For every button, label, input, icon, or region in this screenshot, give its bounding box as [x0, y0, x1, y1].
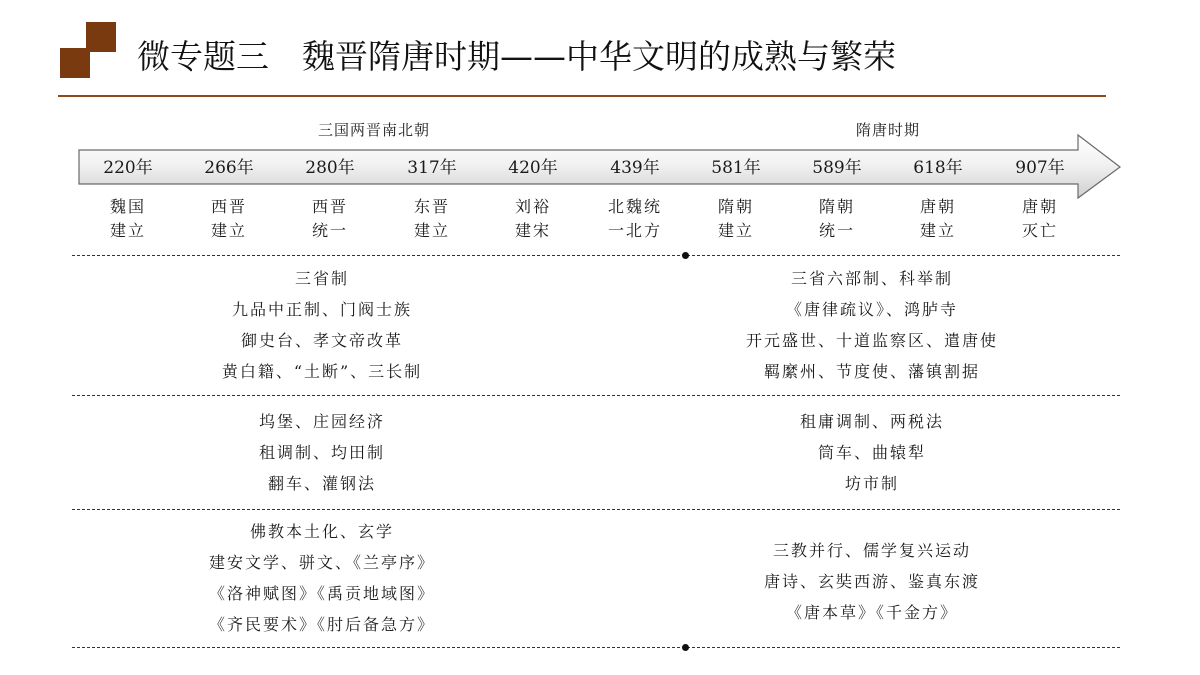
divider-dot: [682, 644, 689, 651]
year-label: 589年: [812, 158, 862, 178]
divider-dot: [682, 252, 689, 259]
logo-icon: [60, 22, 116, 78]
year-label: 317年: [407, 158, 457, 178]
economy-left-item: 翻车、灌钢法: [267, 474, 376, 493]
era-label-left: 三国两晋南北朝: [318, 121, 431, 139]
economy-left-item: 坞堡、庄园经济: [258, 412, 385, 431]
politics-left-item: 三省制: [294, 269, 349, 288]
economy-right-item: 筒车、曲辕犁: [817, 443, 926, 462]
page-title: 微专题三 魏晋隋唐时期——中华文明的成熟与繁荣: [137, 37, 896, 76]
politics-right-column: [712, 263, 1032, 387]
section-divider: [72, 509, 1120, 510]
politics-right-item: 三省六部制、科举制: [790, 269, 953, 288]
culture-right-item: 《唐本草》《千金方》: [785, 603, 958, 622]
economy-right-column: [737, 406, 1007, 499]
section-divider: [72, 395, 1120, 396]
culture-left-item: 《齐民要术》《肘后备急方》: [208, 615, 435, 634]
section-divider: [72, 255, 1120, 256]
politics-right-item: 羁縻州、节度使、藩镇割据: [763, 362, 980, 381]
politics-right-item: 开元盛世、十道监察区、遣唐使: [745, 331, 998, 350]
event-label: 刘裕 建宋: [514, 197, 551, 240]
culture-right-column: [737, 535, 1007, 628]
event-label: 西晋 建立: [210, 197, 247, 240]
title-divider: [58, 95, 1106, 97]
year-label: 618年: [913, 158, 963, 178]
year-label: 439年: [610, 158, 660, 178]
year-label: 420年: [508, 158, 558, 178]
politics-left-item: 九品中正制、门阀士族: [231, 300, 412, 319]
era-label-right: 隋唐时期: [856, 121, 921, 139]
culture-left-item: 佛教本土化、玄学: [249, 522, 394, 541]
culture-left-column: [162, 516, 482, 640]
politics-left-column: [172, 263, 472, 387]
culture-left-item: 《洛神赋图》《禹贡地域图》: [208, 584, 435, 603]
economy-left-column: [182, 406, 462, 499]
section-divider: [72, 647, 1120, 648]
event-label: 西晋 统一: [311, 197, 348, 240]
year-label: 280年: [305, 158, 355, 178]
event-label: 东晋 建立: [413, 197, 450, 240]
year-label: 266年: [204, 158, 254, 178]
politics-left-item: 御史台、孝文帝改革: [240, 331, 403, 350]
event-label: 唐朝 建立: [919, 197, 956, 240]
year-label: 907年: [1015, 158, 1065, 178]
event-label: 隋朝 统一: [818, 197, 855, 240]
economy-right-item: 租庸调制、两税法: [799, 412, 944, 431]
year-label: 581年: [711, 158, 761, 178]
event-label: 北魏统 一北方: [607, 197, 662, 240]
culture-right-item: 三教并行、儒学复兴运动: [772, 541, 971, 560]
politics-right-item: 《唐律疏议》、鸿胪寺: [785, 300, 958, 319]
culture-left-item: 建安文学、骈文、《兰亭序》: [208, 553, 435, 572]
event-label: 唐朝 灭亡: [1021, 197, 1058, 240]
event-label: 隋朝 建立: [717, 197, 754, 240]
politics-left-item: 黄白籍、“土断”、三长制: [221, 362, 423, 381]
year-label: 220年: [103, 158, 153, 178]
event-label: 魏国 建立: [109, 197, 146, 240]
culture-right-item: 唐诗、玄奘西游、鉴真东渡: [763, 572, 980, 591]
economy-right-item: 坊市制: [844, 474, 899, 493]
economy-left-item: 租调制、均田制: [258, 443, 385, 462]
